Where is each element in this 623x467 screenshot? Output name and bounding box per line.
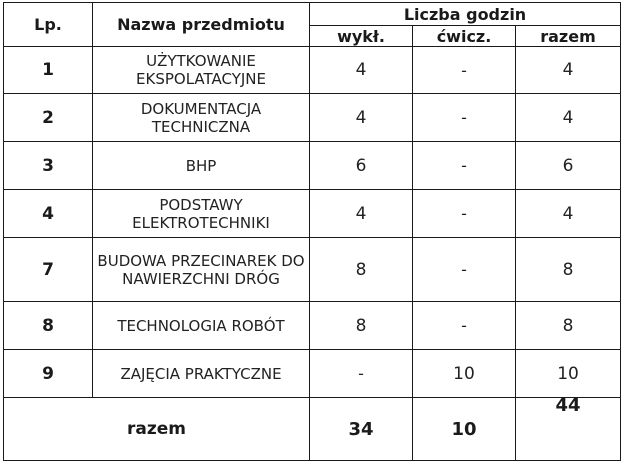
totals-total [516,398,621,461]
row-lp: 7 [4,238,93,302]
header-subject: Nazwa przedmiotu [93,3,310,47]
row-lecture: 4 [310,47,413,94]
row-total: 6 [516,142,621,190]
row-lecture: 4 [310,94,413,142]
row-exercises: 10 [413,350,516,398]
row-subject: ZAJĘCIA PRAKTYCZNE [93,350,310,398]
header-lecture: wykł. [310,26,413,47]
totals-label: razem [4,398,310,461]
table-row [4,350,621,398]
row-lp: 1 [4,47,93,94]
table-row [4,238,621,302]
row-subject: DOKUMENTACJA TECHNICZNA [93,94,310,142]
totals-row [4,398,621,461]
table-row [4,94,621,142]
totals-lecture: 34 [310,398,413,461]
totals-exercises: 10 [413,398,516,461]
totals-total-value: 44 [555,397,581,416]
row-lp: 9 [4,350,93,398]
row-exercises: - [413,142,516,190]
row-subject: UŻYTKOWANIE EKSPOLATACYJNE [93,47,310,94]
header-exercises: ćwicz. [413,26,516,47]
row-exercises: - [413,238,516,302]
row-lecture: 8 [310,238,413,302]
row-subject: PODSTAWY ELEKTROTECHNIKI [93,190,310,238]
row-subject: TECHNOLOGIA ROBÓT [93,302,310,350]
row-exercises: - [413,302,516,350]
row-lp: 3 [4,142,93,190]
row-lecture: - [310,350,413,398]
row-total: 4 [516,47,621,94]
row-lecture: 6 [310,142,413,190]
table-row [4,302,621,350]
row-total: 8 [516,302,621,350]
header-hours-group: Liczba godzin [310,3,621,26]
table-row [4,190,621,238]
row-total: 10 [516,350,621,398]
row-subject: BHP [93,142,310,190]
row-total: 4 [516,190,621,238]
header-total: razem [516,26,621,47]
row-subject: BUDOWA PRZECINAREK DO NAWIERZCHNI DRÓG [93,238,310,302]
row-lp: 8 [4,302,93,350]
row-lecture: 8 [310,302,413,350]
row-lp: 2 [4,94,93,142]
row-exercises: - [413,47,516,94]
row-total: 4 [516,94,621,142]
table-row [4,142,621,190]
hours-table [3,2,621,461]
row-total: 8 [516,238,621,302]
row-lecture: 4 [310,190,413,238]
row-exercises: - [413,94,516,142]
row-exercises: - [413,190,516,238]
row-lp: 4 [4,190,93,238]
table-row [4,47,621,94]
header-lp: Lp. [4,3,93,47]
